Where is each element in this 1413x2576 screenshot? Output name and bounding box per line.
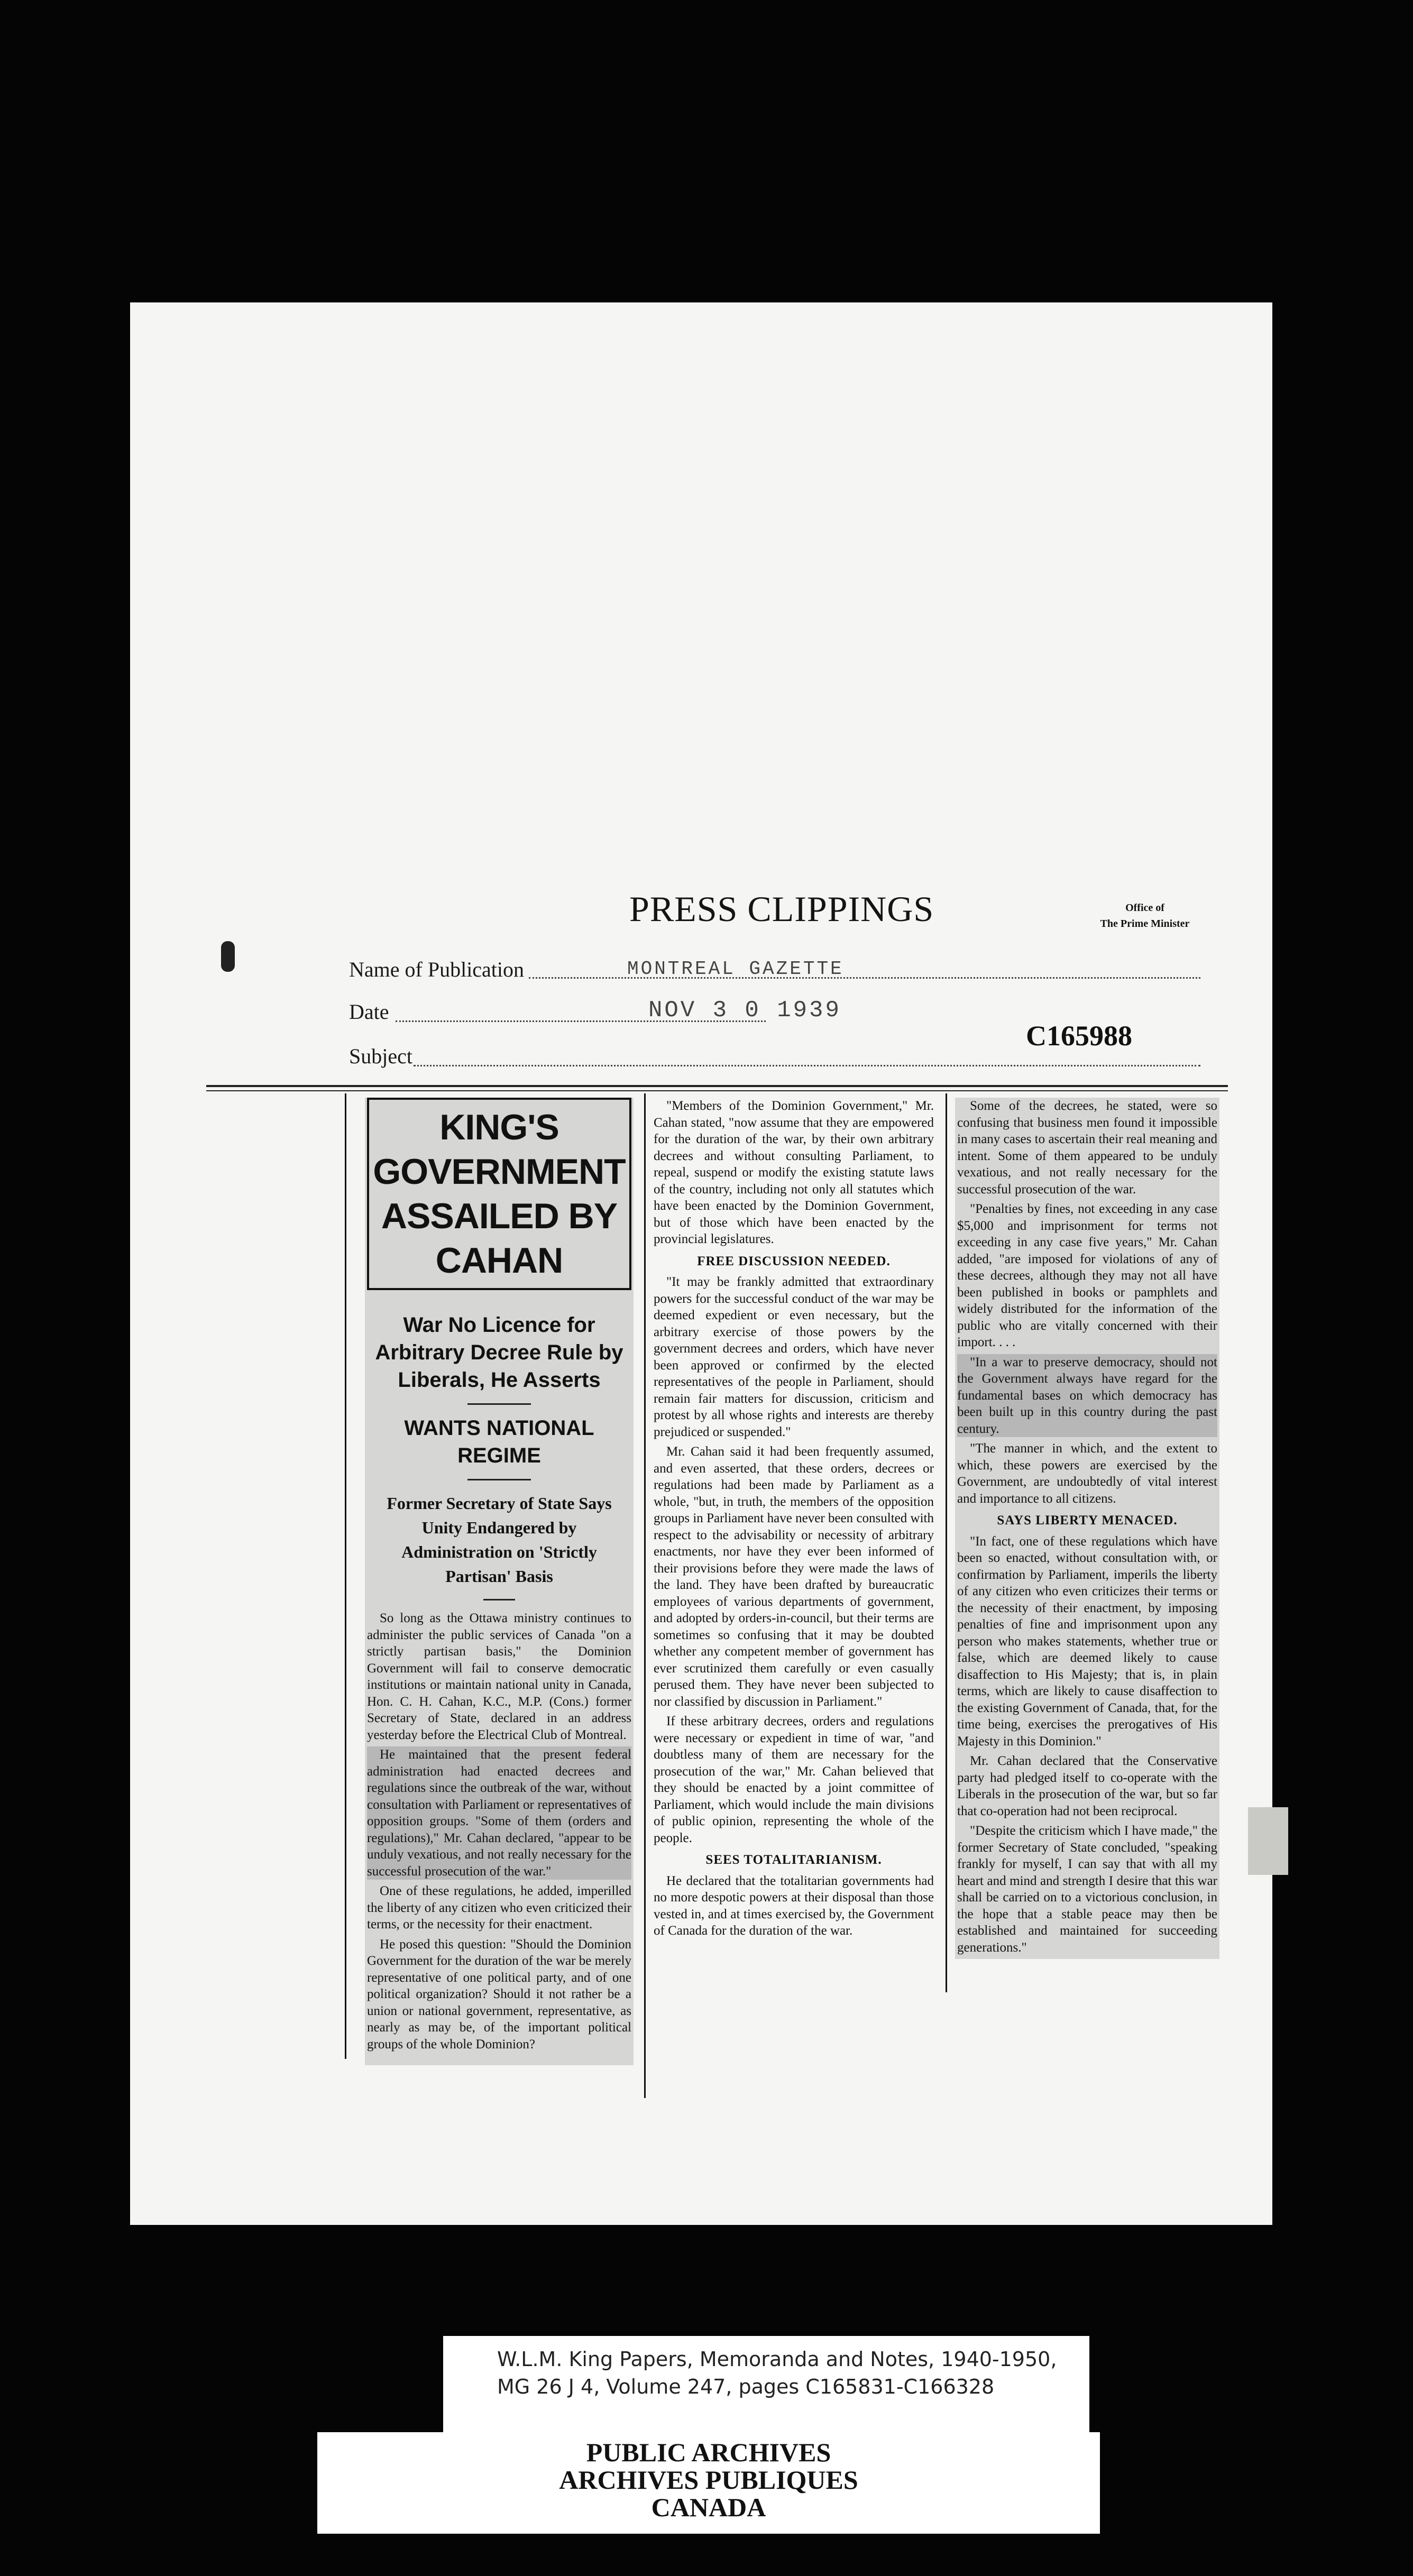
caption-line1: W.L.M. King Papers, Memoranda and Notes, 1940-1950, — [497, 2348, 1057, 2371]
subheading: FREE DISCUSSION NEEDED. — [697, 1254, 891, 1268]
paragraph: Mr. Cahan declared that the Conservative party had pledged itself to co-operate with the Liberals in the prosecution of the war, but so far that co-operation had not been reciprocal. — [957, 1754, 1217, 1818]
column-divider-right — [946, 1093, 947, 1992]
highlighted-paragraph: "In a war to preserve democracy, should not the Government always have regard for the fundamental bases on which democracy has been built up in this country during the past century. — [957, 1354, 1217, 1438]
hole-punch-mark — [221, 941, 235, 972]
paragraph: "In fact, one of these regulations which have been so enacted, without consultation with, or confirmation by Parliament, imperils the liberty of any citizen who even criticizes their terms or the necessity of their enactment, by imposing penalties of fine and imprisonment upon any person who makes statements, whether true or false, which are deemed likely to cause disaffection to His Majesty; that is, in plain terms, which are likely to cause disaffection to the existing Government of Canada, that, for the time being, exercises the prerogatives of His Majesty in this Dominion." — [957, 1534, 1217, 1749]
publication-value: MONTREAL GAZETTE — [627, 958, 844, 980]
article-headline: KING'S GOVERNMENT ASSAILED BY CAHAN — [367, 1098, 631, 1290]
paragraph: "It may be frankly admitted that extraordinary powers for the successful conduct of the war may be deemed expedient or even necessary, but the arbitrary exercise of those powers by the government decrees and orders, which have never been approved or confirmed by the elected representatives of the people in Parliament, should remain fair matters for discussion, criticism and protest by all whose rights and interests are thereby prejudiced or suspended." — [654, 1275, 934, 1439]
form-title: PRESS CLIPPINGS — [629, 889, 934, 929]
subject-dotted-line — [414, 1065, 1200, 1066]
article-deck-1: War No Licence for Arbitrary Decree Rule by Liberals, He Asserts — [375, 1313, 623, 1392]
archives-line1: PUBLIC ARCHIVES — [586, 2437, 831, 2467]
paragraph: One of these regulations, he added, imperilled the liberty of any citizen who even criticized their terms, or the necessity for their enactment. — [367, 1884, 631, 1931]
deck-separator — [483, 1599, 515, 1600]
date-label: Date — [349, 1000, 389, 1024]
office-stamp — [1092, 900, 1198, 932]
article-column-3 — [955, 1098, 1219, 1959]
subheading: SAYS LIBERTY MENACED. — [997, 1513, 1178, 1528]
reference-caption — [497, 2345, 1068, 2400]
paragraph: He declared that the totalitarian governments had no more despotic powers at their disposal than those vested in, and at times exercised by, the Government of Canada for the duration of the war. — [654, 1873, 934, 1938]
paragraph: If these arbitrary decrees, orders and regulations were necessary or expedient in time of war, "and doubtless many of them are necessary for the prosecution of the war," Mr. Cahan believed that they should be enacted by a joint committee of Parliament, which would include the main divisions of public opinion, representing the whole of the people. — [654, 1714, 934, 1845]
header-rule — [206, 1085, 1228, 1087]
paragraph: "Members of the Dominion Government," Mr. Cahan stated, "now assume that they are empowered for the duration of the war, by their own arbitrary decrees and without consulting Parliament, to repeal, suspend or modify the existing statute laws of the country, including not only all statutes which have been enacted by the Dominion Government, but of those which have been enacted by the provincial legislatures. — [654, 1099, 934, 1246]
article-column-1 — [365, 1098, 634, 2065]
subject-label: Subject — [349, 1044, 412, 1068]
column-divider-middle — [644, 1093, 646, 2098]
paragraph: He posed this question: "Should the Dominion Government for the duration of the war be merely representative of one political party, and of one political organization? Should it not rather be a union or national government, representative, as nearly as may be, of the important political groups of the whole Dominion? — [367, 1937, 631, 2051]
paragraph: "The manner in which, and the extent to which, these powers are exercised by the Government, are undoubtedly of vital interest and importance to all citizens. — [957, 1441, 1217, 1506]
clipping-number: C165988 — [1026, 1020, 1132, 1052]
highlighted-paragraph: He maintained that the present federal administration had enacted decrees and regulations since the outbreak of the war, without consultation with Parliament or representatives of opposition groups. "Some of them (orders and regulations)," Mr. Cahan declared, "appear to be unduly vexatious, and not really necessary for the successful prosecution of the war." — [367, 1746, 631, 1880]
office-line2: The Prime Minister — [1100, 918, 1190, 930]
publication-label: Name of Publication — [349, 958, 525, 981]
deck-separator — [467, 1403, 531, 1405]
paragraph: So long as the Ottawa ministry continues to administer the public services of Canada "on a strictly partisan basis," the Dominion Government will fail to conserve democratic institutions or maintain national unity in Canada, Hon. C. H. Cahan, K.C., M.P. (Cons.) former Secretary of State, declared in an address yesterday before the Electrical Club of Montreal. — [367, 1611, 631, 1742]
office-line1: Office of — [1125, 902, 1164, 914]
archives-line2: ARCHIVES PUBLIQUES — [559, 2465, 858, 2495]
paragraph: "Despite the criticism which I have made," the former Secretary of State concluded, "speaking frankly for myself, I can say that with all my heart and mind and strength I desire that this war shall be carried on to a victorious conclusion, in the hope that a stable peace may then be established and maintained for succeeding generations." — [957, 1824, 1217, 1955]
date-value: NOV 3 0 1939 — [648, 997, 841, 1024]
paper-tab — [1248, 1807, 1288, 1875]
archives-line3: CANADA — [651, 2492, 766, 2522]
header-rule-thin — [206, 1090, 1228, 1091]
caption-line2: MG 26 J 4, Volume 247, pages C165831-C166328 — [497, 2375, 995, 2398]
article-column-2 — [654, 1098, 934, 1943]
subheading: SEES TOTALITARIANISM. — [705, 1853, 882, 1867]
column-divider-left — [345, 1093, 346, 2059]
paragraph: Mr. Cahan said it had been frequently assumed, and even asserted, that these orders, decrees or regulations had been made by Parliament as a whole, "but, in truth, the members of the opposition groups in Parliament have never been consulted with respect to the advisability or necessity of arbitrary enactments, nor have they ever been informed of their provisions before they were made the laws of the land. They have been drafted by bureaucratic employees of various departments of government, and adopted by orders-in-council, but their terms are sometimes so confusing that it may be doubted whether any competent member of government has ever scrutinized them carefully or even casually perused them. They have never been subjected to nor classified by discussion in Parliament." — [654, 1445, 934, 1709]
article-deck-2: WANTS NATIONAL REGIME — [404, 1416, 594, 1467]
paragraph: Some of the decrees, he stated, were so confusing that business men found it impossible in many cases to ascertain their real meaning and intent. Some of them appeared to be unduly vexatious, and not really necessary for the successful prosecution of the war. — [957, 1099, 1217, 1197]
deck-separator — [467, 1479, 531, 1480]
article-deck-3: Former Secretary of State Says Unity Endangered by Administration on 'Strictly Partisan' Basis — [387, 1494, 612, 1586]
paragraph: "Penalties by fines, not exceeding in any case $5,000 and imprisonment for terms not exceeding in any case five years," Mr. Cahan added, "are imposed for violations of any of these decrees, although they may not all have been published in books or pamphlets and widely distributed for the information of the public who are vitally concerned with their import. . . . — [957, 1202, 1217, 1349]
archives-stamp — [317, 2432, 1100, 2534]
